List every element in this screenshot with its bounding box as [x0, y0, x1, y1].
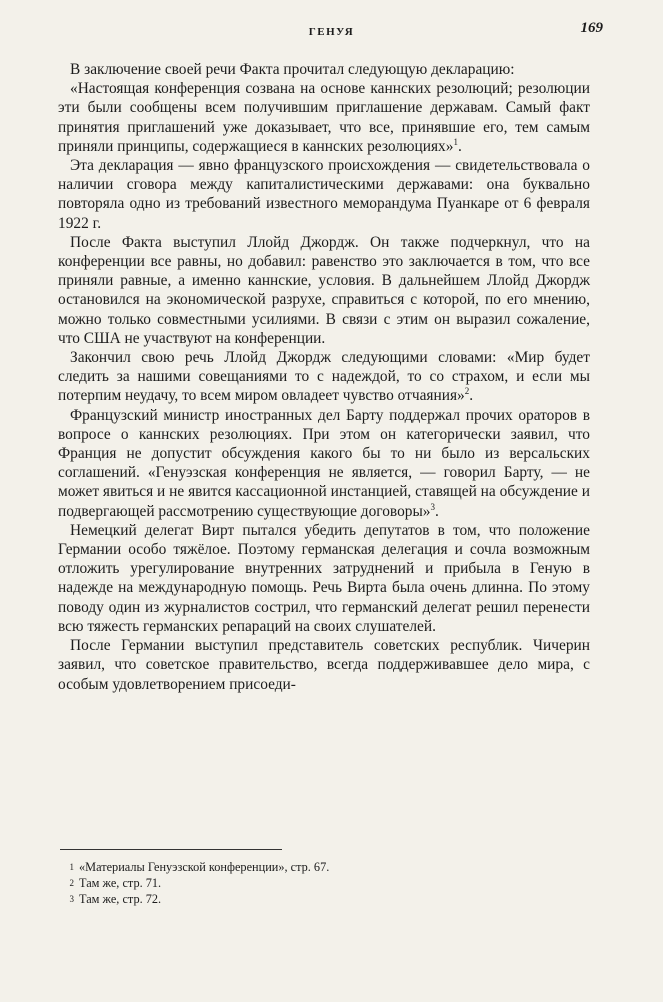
footnote-text: Там же, стр. 71.: [79, 876, 162, 890]
paragraph: После Факта выступил Ллойд Джордж. Он также подчеркнул, что на конференции все равны, но добавил: равенство это заключается в том, что все приняли равные, а именно каннские, условия. В дальнейшем Ллойд Джордж остановился на экономической разрухе, справиться с которой, по его мнению, можно только совместными усилиями. В связи с этим он выразил сожаление, что США не участвуют на конференции.: [58, 233, 590, 347]
footnote-ref: 2: [464, 386, 470, 397]
footnote-text: «Материалы Генуэзской конференции», стр. 67.: [79, 860, 330, 874]
footnote-divider: [60, 849, 282, 850]
paragraph: После Германии выступил представитель советских республик. Чичерин заявил, что советское правительство, всегда поддерживавшее дело мира, с особым удовлетворением присоеди-: [58, 637, 590, 693]
footnote-number: 1: [69, 862, 74, 872]
body-text: [58, 60, 590, 694]
footnote-text: Там же, стр. 72.: [79, 892, 162, 906]
paragraph: В заключение своей речи Факта прочитал следующую декларацию:: [70, 61, 515, 78]
footnote: [58, 875, 590, 891]
paragraph: Немецкий делегат Вирт пытался убедить депутатов в том, что положение Германии особо тяжёлое. Поэтому германская делегация и сочла возможным отложить урегулирование внутренних затруднений и прибыла в Геную в надежде на международную помощь. Речь Вирта была очень длинна. По этому поводу один из журналистов сострил, что германский делегат решил перенести всю тяжесть германских репараций на своих слушателей.: [58, 521, 590, 635]
paragraph: «Настоящая конференция созвана на основе каннских резолюций; резолюции эти были сообщены всем получившим приглашение державам. Самый факт принятия приглашений уже доказывает, что все, принявшие его, тем самым приняли принципы, содержащиеся в каннских резолюциях»$^1$.: [58, 80, 590, 155]
footnote-number: 2: [69, 878, 74, 888]
page-header: [60, 20, 603, 42]
footnote-number: 3: [69, 894, 74, 904]
footnote: [58, 859, 590, 875]
paragraph: Эта декларация — явно французского происхождения — свидетельствовала о наличии сговора между капиталистическими державами: она буквально повторяла одно из требований известного меморандума Пуанкаре от 6 февраля 1922 г.: [58, 157, 590, 232]
page-number: 169: [580, 20, 603, 36]
footnote-ref: 1: [453, 136, 458, 147]
paragraph: Французский министр иностранных дел Барту поддержал прочих ораторов в вопросе о каннских резолюциях. При этом он категорически заявил, что Франция не допустит обсуждения какого бы то ни было из версальских соглашений. «Генуэзская конференция не является, — говорил Барту, — не может явиться и не явится кассационной инстанцией, ставящей на обсуждение и подвергающей рассмотрению существующие договоры»$^3$.: [58, 406, 590, 520]
running-head: ГЕНУЯ: [308, 26, 355, 38]
footnote: [58, 891, 590, 907]
footnote-ref: 3: [430, 501, 435, 512]
footnotes: [58, 859, 590, 907]
paragraph: Закончил свою речь Ллойд Джордж следующими словами: «Мир будет следить за нашими совещаниями то с надеждой, то со страхом, и если мы потерпим неудачу, то всем миром овладеет чувство отчаяния»$^2$.: [58, 349, 590, 405]
